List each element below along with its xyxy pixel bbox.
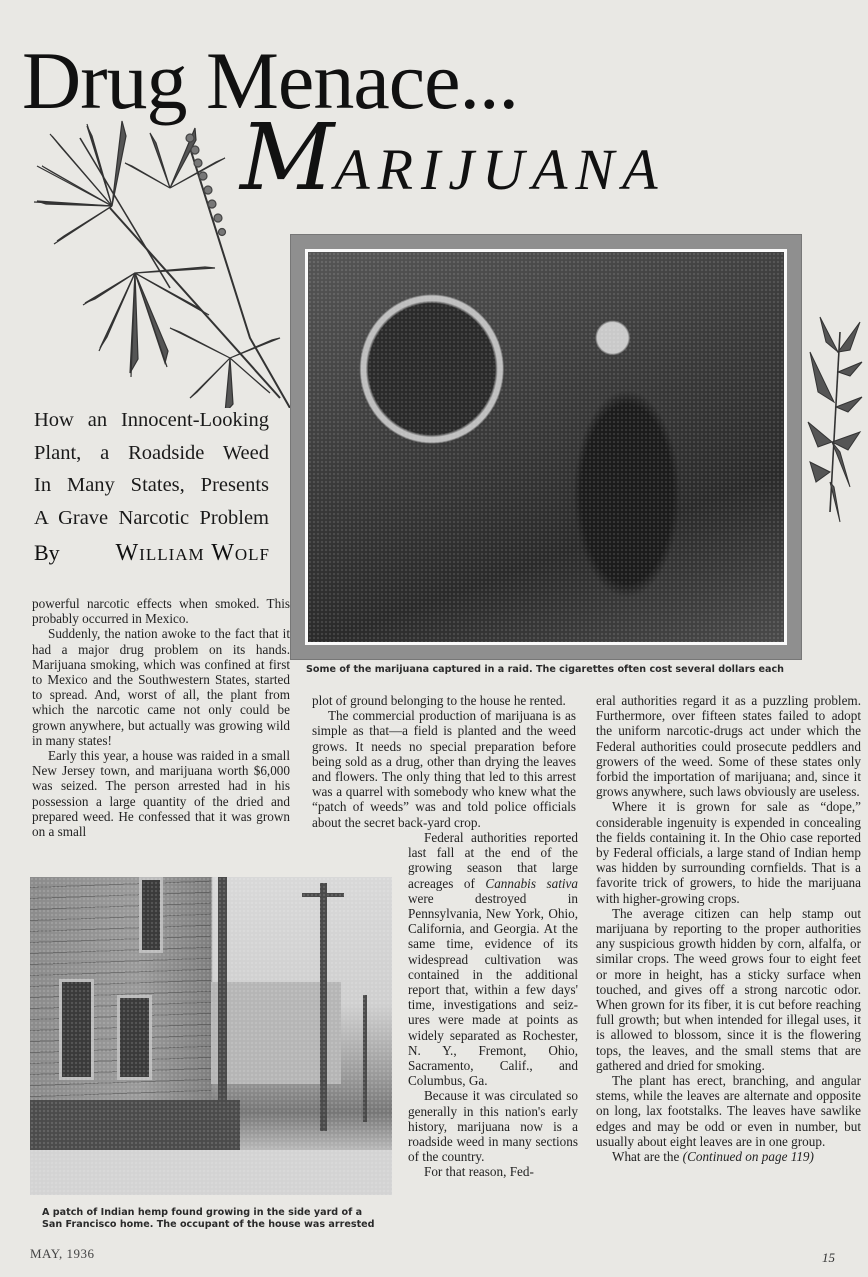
bottom-photo-caption bbox=[42, 1207, 375, 1231]
caption-line: A patch of Indian hemp found growing in the side yard of a bbox=[42, 1207, 363, 1218]
deck-line: A Grave Narcotic Problem bbox=[34, 506, 269, 529]
cannabis-leaf-illustration-icon bbox=[800, 312, 866, 527]
paragraph-text: What are the bbox=[612, 1149, 683, 1165]
paragraph: The plant has erect, branching, and angular stems, while the leaves are alternate and opposite on long, lax footstalks. The leaves have sawlike edges and may be odd or even in number, but usually about eight leaves are in one group. bbox=[596, 1073, 861, 1149]
article-column-2-narrow bbox=[408, 830, 578, 1180]
cannabis-plant-illustration-icon bbox=[20, 108, 295, 408]
paragraph: Where it is grown for sale as “dope,” considerable ingenuity is expended in concealing the fields containing it. In the Ohio case reported by Federal officials, a large stand of Indian hemp was hidden by surrounding cornfields. That is a favorite trick of growers, to hide the marijuana with higher-growing crops. bbox=[596, 799, 861, 906]
paragraph-text: Federal authorities reported last fall at the end of the growing season that large acreages of bbox=[408, 830, 578, 891]
top-photo-caption: Some of the marijuana captured in a raid. The cigarettes often cost several dollars each bbox=[306, 664, 784, 675]
paragraph: plot of ground belonging to the house he rented. bbox=[312, 693, 566, 708]
paragraph-text: were destroyed in Pennsylvania, New York, Ohio, California, and Georgia. At the same time, evidence of its widespread cultivation was contained in the additional report that, within a few days' time, investigations and seizures were made at points as widely separated as Rochester, N. Y., Fremont, Ohio, Sacramento, Calif., and Columbus, Ga. bbox=[408, 890, 578, 1089]
headline-drug-menace: Drug Menace... bbox=[22, 35, 519, 126]
paragraph: The commercial production of marijuana is as simple as that—a field is planted and the weed grows. It needs no special preparation before being sold as a drug, other than drying the leaves and flowers. The only thing that led to this arrest was a quarrel with somebody who knew what the “patch of weeds” was and told police officials about the secret back-yard crop. bbox=[312, 708, 576, 830]
paragraph: Early this year, a house was raided in a small New Jersey town, and marijuana worth $6,000 was seized. The person arrested had in his possession a large quantity of the dried and prepared weed. He confessed that it was grown on a small bbox=[32, 748, 290, 840]
photograph-san-francisco-house-icon bbox=[30, 877, 392, 1195]
paragraph: For that reason, Fed- bbox=[424, 1164, 534, 1180]
author-name: William Wolf bbox=[115, 540, 270, 566]
caption-line: San Francisco home. The occupant of the house was arrested bbox=[42, 1219, 375, 1230]
paragraph: Because it was circulated so generally in this nation's early history, marijuana now is a roadside weed in many sections of the country. bbox=[408, 1088, 578, 1165]
headline-marijuana bbox=[240, 104, 666, 211]
paragraph: The average citizen can help stamp out marijuana by reporting to the proper authorities any suspicious growth hidden by corn, alfalfa, or similar crops. The weed grows four to eight feet or more in height, has a sticky surface when touched, and gives off a strong narcotic odor. When grown for its fiber, it is cut before reaching full growth; but when intended for illegal uses, it is allowed to blossom, since it is the flowering tops, the leaves, and the small stems that are gathered and dried for smoking. bbox=[596, 905, 861, 1073]
paragraph bbox=[408, 830, 578, 1088]
paragraph: Suddenly, the nation awoke to the fact that it had a major drug problem on its hands. Marijuana smoking, which was confined at first to Mexico and the Southwestern States, started to spread. And, worst of all, the plant from which the narcotic came not only could be grown anywhere, but actually was growing wild in many states! bbox=[32, 626, 290, 748]
article-column-1 bbox=[32, 596, 290, 839]
headline-rest: ARIJUANA bbox=[334, 137, 666, 202]
scientific-name: Cannabis sativa bbox=[485, 875, 579, 891]
deck-line: How an Innocent-Looking bbox=[34, 409, 269, 431]
raid-photo-frame bbox=[290, 234, 802, 660]
article-deck bbox=[34, 404, 269, 534]
headline-initial-cap: M bbox=[240, 104, 335, 211]
deck-line: In Many States, Presents bbox=[34, 474, 269, 496]
article-column-2-top bbox=[312, 693, 576, 830]
byline bbox=[34, 540, 270, 567]
paragraph: powerful narcotic effects when smoked. This probably occurred in Mexico. bbox=[32, 596, 290, 627]
photograph-raid-seizure-icon bbox=[308, 252, 784, 642]
paragraph bbox=[596, 1149, 861, 1164]
issue-date: MAY, 1936 bbox=[30, 1246, 95, 1261]
page-number: 15 bbox=[822, 1250, 835, 1265]
article-column-3 bbox=[596, 693, 861, 1164]
continued-link[interactable]: (Continued on page 119) bbox=[682, 1149, 814, 1165]
deck-line: Plant, a Roadside Weed bbox=[34, 441, 269, 464]
byline-prefix: By bbox=[34, 540, 60, 565]
paragraph: eral authorities regard it as a puzzling problem. Furthermore, over fifteen states failed to adopt the uniform narcotic-drugs act under which the Federal authorities could prosecute peddlers and growers of the weed. Some of these states only forbid the importation of marijuana; and, since it grows anywhere, such laws obviously are useless. bbox=[596, 693, 861, 800]
